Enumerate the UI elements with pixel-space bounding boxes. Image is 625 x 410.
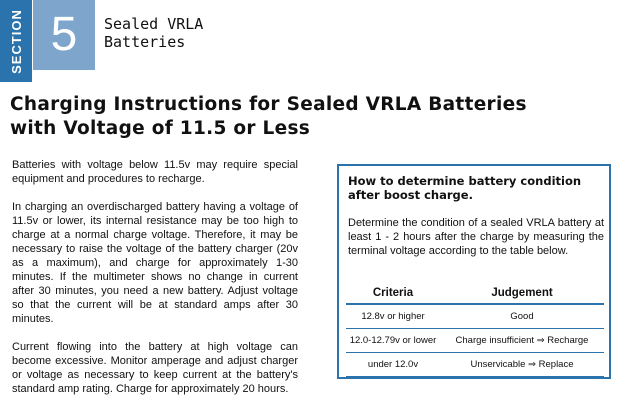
table-row bbox=[346, 304, 604, 329]
callout-box bbox=[337, 164, 611, 379]
section-title bbox=[104, 15, 203, 51]
table-row bbox=[346, 329, 604, 353]
table-cell: Charge insufficient ⇒ Recharge bbox=[440, 329, 604, 353]
table-cell: 12.0-12.79v or lower bbox=[346, 329, 440, 353]
criteria-table bbox=[346, 282, 604, 377]
paragraph: Batteries with voltage below 11.5v may require special equipment and procedures to recharge. bbox=[12, 159, 298, 185]
section-number-box bbox=[33, 0, 95, 70]
callout-heading-line2: after boost charge. bbox=[348, 188, 473, 202]
column-header-criteria: Criteria bbox=[346, 282, 440, 304]
body-text bbox=[12, 158, 298, 410]
table-cell: 12.8v or higher bbox=[346, 304, 440, 329]
paragraph: In charging an overdischarged battery having a voltage of 11.5v or lower, its internal resistance may be too high to charge at a normal charge voltage. Therefore, it may be necessary to raise the voltage of the battery charger (20v as a maximum), and charge for approximately 1-30 minutes. If the multimeter shows no change in current after 30 minutes, you need a new battery. Adjust voltage so that the current will be at standard amps after 30 minutes. bbox=[12, 201, 298, 325]
page-title bbox=[10, 93, 610, 141]
table-header-row bbox=[346, 282, 604, 304]
table-row bbox=[346, 353, 604, 377]
section-number: 5 bbox=[50, 8, 78, 61]
page-title-line1: Charging Instructions for Sealed VRLA Batteries bbox=[10, 94, 527, 115]
callout-heading bbox=[348, 174, 604, 202]
table-cell: under 12.0v bbox=[346, 353, 440, 377]
column-header-judgement: Judgement bbox=[440, 282, 604, 304]
callout-heading-line1: How to determine battery condition bbox=[348, 174, 582, 188]
paragraph: Current flowing into the battery at high voltage can become excessive. Monitor amperage and adjust charger or voltage as necessary to keep current at the battery's standard amp rating. Charge for approximately 20 hours. bbox=[12, 341, 298, 395]
section-title-line2: Batteries bbox=[104, 33, 186, 51]
section-tab bbox=[0, 0, 32, 82]
table-cell: Unservicable ⇒ Replace bbox=[440, 353, 604, 377]
page-title-line2: with Voltage of 11.5 or Less bbox=[10, 118, 311, 139]
section-tab-label: SECTION bbox=[8, 8, 24, 74]
table-cell: Good bbox=[440, 304, 604, 329]
section-title-line1: Sealed VRLA bbox=[104, 15, 204, 33]
callout-body: Determine the condition of a sealed VRLA battery at least 1 - 2 hours after the charge by measuring the terminal voltage according to the table below. bbox=[348, 217, 604, 257]
